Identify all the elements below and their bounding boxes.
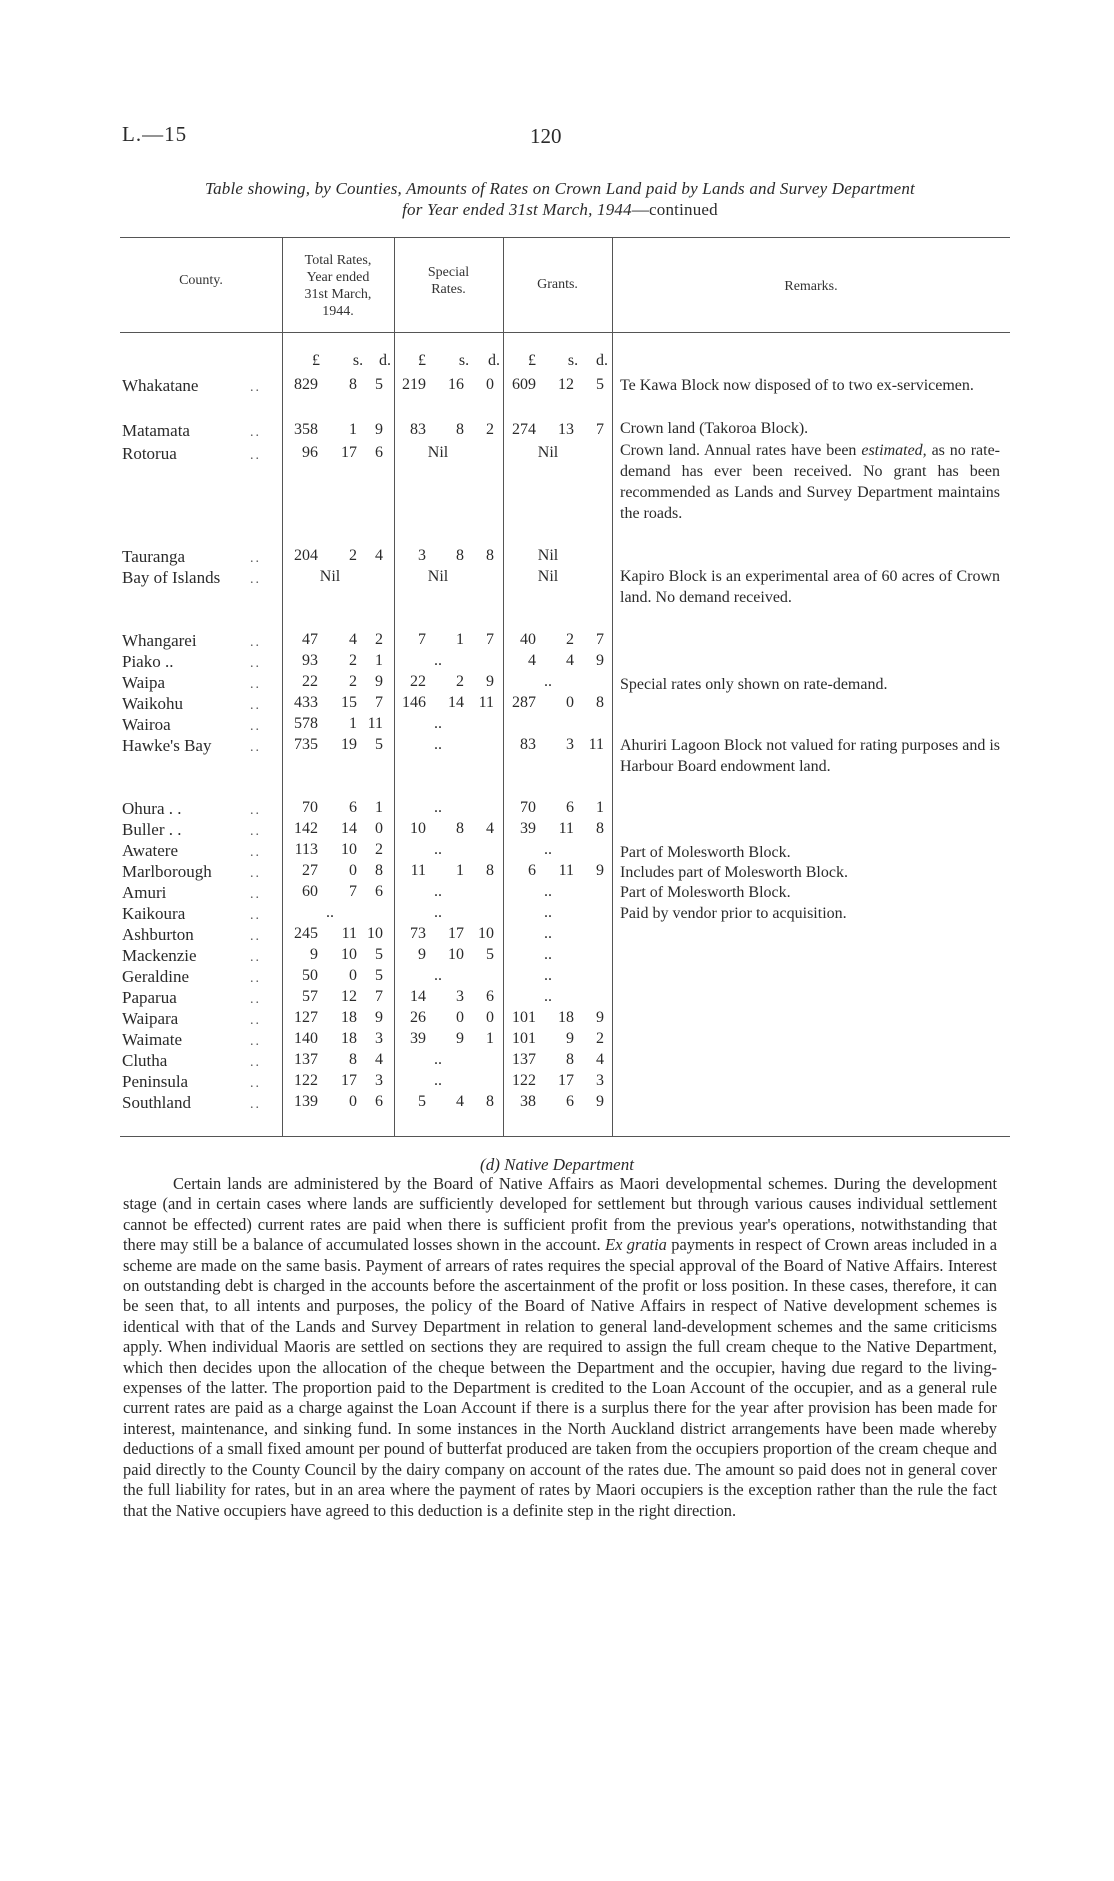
col-divider-4 xyxy=(612,237,613,1136)
grants-pounds: 38 xyxy=(520,1093,536,1110)
special-pounds: .. xyxy=(434,652,442,669)
total-pence: 6 xyxy=(375,883,383,900)
grants-pence: 3 xyxy=(596,1072,604,1089)
total-pence: 2 xyxy=(375,841,383,858)
grants-pounds: 6 xyxy=(528,862,536,879)
total-pounds: .. xyxy=(326,904,334,921)
grants-shillings: 12 xyxy=(558,376,574,393)
county-name: Hawke's Bay xyxy=(122,736,212,755)
grants-pence: 9 xyxy=(596,1009,604,1026)
grants-pounds: 83 xyxy=(520,736,536,753)
total-pounds: 245 xyxy=(294,925,318,942)
leader-dots: .. xyxy=(250,1055,261,1070)
total-pounds: Nil xyxy=(319,568,341,585)
leader-dots: .. xyxy=(250,719,261,734)
grants-shillings: 18 xyxy=(558,1009,574,1026)
remark-rotorua-part-2: as no rate-demand has ever been received. No grant has been recommended as Lands and Survey Department maintains the roads. xyxy=(620,442,1001,522)
unit-total-pound: £ xyxy=(312,352,320,369)
county-name: Rotorua xyxy=(122,444,177,463)
total-pence: 6 xyxy=(375,444,383,461)
special-pounds: 14 xyxy=(410,988,426,1005)
county-name: Mackenzie xyxy=(122,946,197,965)
special-shillings: 3 xyxy=(456,988,464,1005)
header-remarks: Remarks. xyxy=(784,279,838,294)
county-name: Awatere xyxy=(122,841,179,860)
total-pounds: 70 xyxy=(302,799,318,816)
special-pounds: .. xyxy=(434,715,442,732)
total-pence: 4 xyxy=(375,547,383,564)
grants-pounds: 70 xyxy=(520,799,536,816)
grants-pounds: .. xyxy=(544,988,552,1005)
section-paragraph xyxy=(123,1174,997,1521)
total-pounds: 22 xyxy=(302,673,318,690)
total-shillings: 10 xyxy=(341,841,357,858)
paragraph-italic-term: Ex gratia xyxy=(605,1235,667,1255)
county-name: Amuri xyxy=(122,883,167,902)
leader-dots: .. xyxy=(250,635,261,650)
total-shillings: 0 xyxy=(349,1093,357,1110)
special-shillings: 8 xyxy=(456,421,464,438)
special-pounds: 3 xyxy=(418,547,426,564)
remark-marlborough: Includes part of Molesworth Block. xyxy=(620,864,848,881)
total-pounds: 27 xyxy=(302,862,318,879)
header-special-rates xyxy=(394,264,503,298)
special-pence: 7 xyxy=(486,631,494,648)
grants-pounds: 4 xyxy=(528,652,536,669)
total-pounds: 113 xyxy=(294,841,318,858)
total-pence: 10 xyxy=(367,925,383,942)
grants-pounds: 39 xyxy=(520,820,536,837)
county-name: Southland xyxy=(122,1093,191,1112)
special-pounds: .. xyxy=(434,841,442,858)
special-pounds: Nil xyxy=(427,444,449,461)
special-pounds: 73 xyxy=(410,925,426,942)
total-pounds: 9 xyxy=(310,946,318,963)
page-number: 120 xyxy=(530,124,562,148)
special-pounds: 219 xyxy=(402,376,426,393)
total-shillings: 1 xyxy=(349,421,357,438)
grants-pence: 2 xyxy=(596,1030,604,1047)
special-pounds: 5 xyxy=(418,1093,426,1110)
special-pence: 2 xyxy=(486,421,494,438)
grants-pounds: .. xyxy=(544,967,552,984)
county-name: Piako .. xyxy=(122,652,174,671)
grants-shillings: 6 xyxy=(566,1093,574,1110)
special-shillings: 4 xyxy=(456,1093,464,1110)
grants-pounds: .. xyxy=(544,883,552,900)
leader-dots: .. xyxy=(250,908,261,923)
table-title-suffix: —continued xyxy=(631,200,718,219)
table-title-date: for Year ended 31st March, 1944 xyxy=(402,200,632,219)
special-pounds: .. xyxy=(434,967,442,984)
special-pence: 9 xyxy=(486,673,494,690)
total-shillings: 4 xyxy=(349,631,357,648)
leader-dots: .. xyxy=(250,1097,261,1112)
leader-dots: .. xyxy=(250,448,261,463)
leader-dots: .. xyxy=(250,656,261,671)
grants-shillings: 3 xyxy=(566,736,574,753)
table-top-rule xyxy=(120,237,1010,238)
total-pence: 5 xyxy=(375,946,383,963)
table-header-rule xyxy=(120,332,1010,333)
grants-pounds: Nil xyxy=(537,547,559,564)
special-pence: 1 xyxy=(486,1030,494,1047)
col-divider-3 xyxy=(503,237,504,1136)
total-pence: 5 xyxy=(375,736,383,753)
grants-pence: 4 xyxy=(596,1051,604,1068)
total-pounds: 60 xyxy=(302,883,318,900)
leader-dots: .. xyxy=(250,1076,261,1091)
total-pence: 0 xyxy=(375,820,383,837)
unit-total-shilling: s. xyxy=(352,352,364,369)
county-name: Whakatane xyxy=(122,376,199,395)
remark-bay-of-islands: Kapiro Block is an experimental area of 60 acres of Crown land. No demand received. xyxy=(620,568,1000,606)
total-pounds: 578 xyxy=(294,715,318,732)
unit-grants-shilling: s. xyxy=(567,352,579,369)
county-name: Waimate xyxy=(122,1030,182,1049)
grants-shillings: 17 xyxy=(558,1072,574,1089)
leader-dots: .. xyxy=(250,887,261,902)
remark-rotorua-part-1: Crown land. Annual rates have been xyxy=(620,442,857,459)
total-shillings: 2 xyxy=(349,652,357,669)
special-pounds: .. xyxy=(434,799,442,816)
total-pence: 6 xyxy=(375,1093,383,1110)
total-pounds: 140 xyxy=(294,1030,318,1047)
leader-dots: .. xyxy=(250,698,261,713)
total-shillings: 19 xyxy=(341,736,357,753)
total-shillings: 18 xyxy=(341,1030,357,1047)
county-name: Bay of Islands xyxy=(122,568,221,587)
remark-whakatane: Te Kawa Block now disposed of to two ex-servicemen. xyxy=(620,377,974,394)
leader-dots: .. xyxy=(250,551,261,566)
table-bottom-rule xyxy=(120,1136,1010,1137)
special-pounds: 83 xyxy=(410,421,426,438)
table-title-line-2 xyxy=(120,199,1000,220)
total-pounds: 358 xyxy=(294,421,318,438)
county-name: Kaikoura xyxy=(122,904,186,923)
special-pence: 8 xyxy=(486,862,494,879)
special-pence: 0 xyxy=(486,376,494,393)
header-total-line-1: Total Rates, xyxy=(304,253,372,268)
grants-shillings: 11 xyxy=(558,820,574,837)
total-pence: 8 xyxy=(375,862,383,879)
remark-matamata: Crown land (Takoroa Block). xyxy=(620,420,809,437)
total-pence: 3 xyxy=(375,1030,383,1047)
leader-dots: .. xyxy=(250,992,261,1007)
grants-shillings: 8 xyxy=(566,1051,574,1068)
special-pounds: 7 xyxy=(418,631,426,648)
total-shillings: 6 xyxy=(349,799,357,816)
remark-amuri: Part of Molesworth Block. xyxy=(620,884,791,901)
unit-special-pence: d. xyxy=(488,352,500,369)
total-pence: 9 xyxy=(375,421,383,438)
county-name: Ashburton xyxy=(122,925,194,944)
grants-shillings: 11 xyxy=(558,862,574,879)
total-shillings: 14 xyxy=(341,820,357,837)
total-pence: 1 xyxy=(375,799,383,816)
leader-dots: .. xyxy=(250,971,261,986)
total-pounds: 47 xyxy=(302,631,318,648)
grants-pounds: Nil xyxy=(537,568,559,585)
total-pounds: 93 xyxy=(302,652,318,669)
remark-waipa: Special rates only shown on rate-demand. xyxy=(620,676,888,693)
county-name: Paparua xyxy=(122,988,177,1007)
header-county: County. xyxy=(179,273,223,288)
special-pence: 4 xyxy=(486,820,494,837)
header-total-line-3: 31st March, xyxy=(304,287,372,302)
county-name: Buller . . xyxy=(122,820,182,839)
grants-shillings: 0 xyxy=(566,694,574,711)
grants-pence: 7 xyxy=(596,421,604,438)
remark-rotorua xyxy=(620,440,1000,524)
special-pounds: 26 xyxy=(410,1009,426,1026)
grants-shillings: 2 xyxy=(566,631,574,648)
header-total-line-2: Year ended xyxy=(306,270,370,285)
grants-pence: 11 xyxy=(588,736,604,753)
total-shillings: 11 xyxy=(341,925,357,942)
county-name: Clutha xyxy=(122,1051,168,1070)
grants-shillings: 6 xyxy=(566,799,574,816)
remark-hawkes-bay: Ahuriri Lagoon Block not valued for rating purposes and is Harbour Board endowment land. xyxy=(620,737,1000,775)
remark-awatere: Part of Molesworth Block. xyxy=(620,844,791,861)
special-shillings: 17 xyxy=(448,925,464,942)
total-pounds: 96 xyxy=(302,444,318,461)
grants-pounds: .. xyxy=(544,673,552,690)
total-shillings: 17 xyxy=(341,444,357,461)
special-pounds: 11 xyxy=(410,862,426,879)
grants-pounds: 40 xyxy=(520,631,536,648)
special-shillings: 2 xyxy=(456,673,464,690)
header-total-line-4: 1944. xyxy=(322,304,354,319)
table-title xyxy=(120,178,1000,220)
special-pence: 8 xyxy=(486,547,494,564)
county-name: Peninsula xyxy=(122,1072,189,1091)
special-pounds: .. xyxy=(434,904,442,921)
grants-pence: 7 xyxy=(596,631,604,648)
leader-dots: .. xyxy=(250,866,261,881)
grants-pence: 8 xyxy=(596,694,604,711)
special-shillings: 0 xyxy=(456,1009,464,1026)
total-shillings: 2 xyxy=(349,673,357,690)
special-pence: 6 xyxy=(486,988,494,1005)
county-name: Marlborough xyxy=(122,862,212,881)
special-pounds: Nil xyxy=(427,568,449,585)
total-pounds: 122 xyxy=(294,1072,318,1089)
grants-pence: 9 xyxy=(596,652,604,669)
grants-pounds: 274 xyxy=(512,421,536,438)
header-total-rates xyxy=(282,252,394,320)
grants-shillings: 13 xyxy=(558,421,574,438)
total-pence: 11 xyxy=(367,715,383,732)
county-name: Ohura . . xyxy=(122,799,182,818)
county-name: Whangarei xyxy=(122,631,197,650)
remark-rotorua-italic: estimated, xyxy=(861,442,927,459)
special-pounds: 22 xyxy=(410,673,426,690)
grants-pounds: 287 xyxy=(512,694,536,711)
total-pence: 5 xyxy=(375,967,383,984)
leader-dots: .. xyxy=(250,1013,261,1028)
leader-dots: .. xyxy=(250,380,261,395)
total-pence: 2 xyxy=(375,631,383,648)
special-pounds: 146 xyxy=(402,694,426,711)
county-name: Wairoa xyxy=(122,715,171,734)
table-title-line-1: Table showing, by Counties, Amounts of Rates on Crown Land paid by Lands and Survey Department xyxy=(205,179,915,198)
special-shillings: 8 xyxy=(456,547,464,564)
grants-pounds: 101 xyxy=(512,1030,536,1047)
special-pence: 0 xyxy=(486,1009,494,1026)
total-shillings: 7 xyxy=(349,883,357,900)
total-pounds: 735 xyxy=(294,736,318,753)
leader-dots: .. xyxy=(250,845,261,860)
total-pounds: 127 xyxy=(294,1009,318,1026)
county-name: Matamata xyxy=(122,421,190,440)
unit-special-shilling: s. xyxy=(458,352,470,369)
paragraph-start: Certain lands are administered by the Board of Native Affairs as Maori developmental schemes. During the development stage (and in certain cases where lands are sufficiently developed for settlement but through various causes individual settlement cannot be effected) current rates are paid when there is sufficient profit from the previous year's operations, notwithstanding that there may still be a balance of accumulated losses shown in the account. xyxy=(123,1174,997,1255)
leader-dots: .. xyxy=(250,425,261,440)
county-name: Waipa xyxy=(122,673,165,692)
grants-pence: 1 xyxy=(596,799,604,816)
unit-grants-pence: d. xyxy=(596,352,608,369)
total-pence: 9 xyxy=(375,673,383,690)
leader-dots: .. xyxy=(250,740,261,755)
total-shillings: 8 xyxy=(349,1051,357,1068)
total-pounds: 57 xyxy=(302,988,318,1005)
total-pounds: 137 xyxy=(294,1051,318,1068)
total-pence: 1 xyxy=(375,652,383,669)
grants-pounds: 122 xyxy=(512,1072,536,1089)
total-shillings: 8 xyxy=(349,376,357,393)
special-pence: 5 xyxy=(486,946,494,963)
leader-dots: .. xyxy=(250,1034,261,1049)
county-name: Waipara xyxy=(122,1009,179,1028)
special-shillings: 16 xyxy=(448,376,464,393)
grants-pounds: .. xyxy=(544,946,552,963)
grants-pounds: 609 xyxy=(512,376,536,393)
total-shillings: 2 xyxy=(349,547,357,564)
grants-pence: 8 xyxy=(596,820,604,837)
total-pounds: 829 xyxy=(294,376,318,393)
grants-shillings: 4 xyxy=(566,652,574,669)
leader-dots: .. xyxy=(250,929,261,944)
header-special-line-2: Rates. xyxy=(431,282,466,297)
total-shillings: 10 xyxy=(341,946,357,963)
section-title: (d) Native Department xyxy=(480,1155,634,1174)
total-shillings: 12 xyxy=(341,988,357,1005)
paragraph-rest: payments in respect of Crown areas included in a scheme are made on the same basis. Payment of arrears of rates requires the special approval of the Board of Native Affairs. Interest on outstanding debt is charged in the accounts before the ascertainment of the profit or loss position. In these cases, therefore, it can be seen that, to all intents and purposes, the policy of the Board of Native Affairs in respect of Native development schemes is identical with that of the Lands and Survey Department in relation to general land-development schemes and the same criticisms apply. When individual Maoris are settled on sections they are required to assign the full cream cheque to the Native Department, which then decides upon the allocation of the cheque between the Department and the occupier, having due regard to the living-expenses of the latter. The proportion paid to the Department is credited to the Loan Account of the occupier, and as a general rule current rates are paid as a charge against the Loan Account if there is a surplus there for the year after provision has been made for interest, maintenance, and sinking fund. In some instances in the North Auckland district arrangements have been made whereby deductions of a small fixed amount per pound of butterfat produced are taken from the occupiers proportion of the cream cheque and paid directly to the County Council by the dairy company on account of the rates due. The amount so paid does not in general cover the full liability for rates, but in an area where the payment of rates by Maori occupiers is the exception rather than the rule the fact that the Native occupiers have agreed to this deduction is a definite step in the right direction. xyxy=(123,1235,997,1520)
total-pence: 7 xyxy=(375,694,383,711)
unit-grants-pound: £ xyxy=(528,352,536,369)
special-pence: 10 xyxy=(478,925,494,942)
total-pence: 5 xyxy=(375,376,383,393)
special-pounds: .. xyxy=(434,736,442,753)
special-pounds: 10 xyxy=(410,820,426,837)
total-shillings: 18 xyxy=(341,1009,357,1026)
special-pounds: .. xyxy=(434,883,442,900)
county-name: Tauranga xyxy=(122,547,185,566)
grants-pence: 9 xyxy=(596,1093,604,1110)
total-shillings: 1 xyxy=(349,715,357,732)
special-pounds: .. xyxy=(434,1051,442,1068)
grants-pounds: 101 xyxy=(512,1009,536,1026)
report-code: L.—15 xyxy=(122,122,188,146)
special-pence: 8 xyxy=(486,1093,494,1110)
leader-dots: .. xyxy=(250,572,261,587)
total-pence: 9 xyxy=(375,1009,383,1026)
grants-pence: 9 xyxy=(596,862,604,879)
total-pounds: 204 xyxy=(294,547,318,564)
special-shillings: 9 xyxy=(456,1030,464,1047)
unit-total-pence: d. xyxy=(379,352,391,369)
total-pence: 4 xyxy=(375,1051,383,1068)
grants-pounds: .. xyxy=(544,925,552,942)
special-shillings: 1 xyxy=(456,631,464,648)
total-shillings: 17 xyxy=(341,1072,357,1089)
total-pence: 7 xyxy=(375,988,383,1005)
county-name: Geraldine xyxy=(122,967,190,986)
total-pounds: 139 xyxy=(294,1093,318,1110)
special-shillings: 10 xyxy=(448,946,464,963)
total-shillings: 0 xyxy=(349,967,357,984)
total-pounds: 50 xyxy=(302,967,318,984)
special-pence: 11 xyxy=(478,694,494,711)
header-grants: Grants. xyxy=(537,277,578,292)
special-pounds: .. xyxy=(434,1072,442,1089)
special-shillings: 8 xyxy=(456,820,464,837)
total-pounds: 433 xyxy=(294,694,318,711)
grants-pounds: 137 xyxy=(512,1051,536,1068)
total-pounds: 142 xyxy=(294,820,318,837)
unit-special-pound: £ xyxy=(418,352,426,369)
grants-pounds: .. xyxy=(544,841,552,858)
leader-dots: .. xyxy=(250,677,261,692)
grants-pounds: .. xyxy=(544,904,552,921)
total-shillings: 15 xyxy=(341,694,357,711)
total-pence: 3 xyxy=(375,1072,383,1089)
special-pounds: 9 xyxy=(418,946,426,963)
remark-kaikoura: Paid by vendor prior to acquisition. xyxy=(620,905,847,922)
grants-shillings: 9 xyxy=(566,1030,574,1047)
leader-dots: .. xyxy=(250,950,261,965)
header-special-line-1: Special xyxy=(427,265,470,280)
special-shillings: 1 xyxy=(456,862,464,879)
special-shillings: 14 xyxy=(448,694,464,711)
leader-dots: .. xyxy=(250,803,261,818)
grants-pounds: Nil xyxy=(537,444,559,461)
leader-dots: .. xyxy=(250,824,261,839)
special-pounds: 39 xyxy=(410,1030,426,1047)
county-name: Waikohu xyxy=(122,694,183,713)
total-shillings: 0 xyxy=(349,862,357,879)
grants-pence: 5 xyxy=(596,376,604,393)
